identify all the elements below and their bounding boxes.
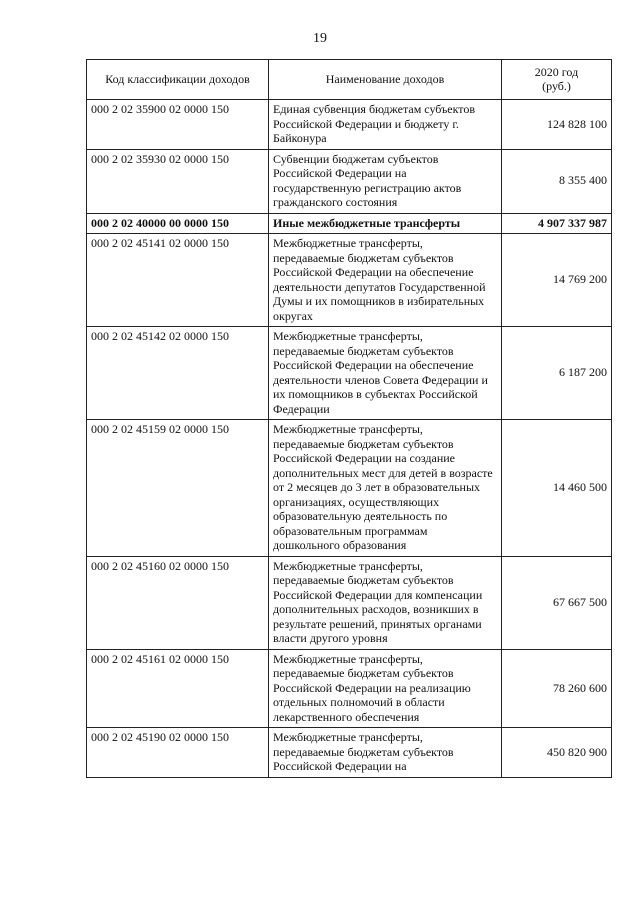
row-name: Межбюджетные трансферты, передаваемые бюджетам субъектов Российской Федерации на — [269, 728, 502, 778]
page-number: 19 — [313, 31, 327, 46]
row-amount: 6 187 200 — [502, 327, 612, 420]
revenue-table — [86, 59, 612, 778]
header-amount: 2020 год (руб.) — [502, 60, 612, 100]
row-code: 000 2 02 35900 02 0000 150 — [87, 100, 269, 150]
table-row — [87, 728, 612, 778]
row-code: 000 2 02 45160 02 0000 150 — [87, 556, 269, 649]
table-row — [87, 556, 612, 649]
row-amount: 14 769 200 — [502, 234, 612, 327]
table-body — [87, 100, 612, 778]
header-code: Код классификации доходов — [87, 60, 269, 100]
table-row — [87, 234, 612, 327]
row-name: Межбюджетные трансферты, передаваемые бюджетам субъектов Российской Федерации на обеспечение деятельности депутатов Государственной Думы и их помощников в избирательных округах — [269, 234, 502, 327]
table-row — [87, 649, 612, 728]
row-name: Межбюджетные трансферты, передаваемые бюджетам субъектов Российской Федерации на реализацию отдельных полномочий в области лекарственного обеспечения — [269, 649, 502, 728]
row-name: Иные межбюджетные трансферты — [269, 213, 502, 234]
row-amount: 78 260 600 — [502, 649, 612, 728]
table-row — [87, 327, 612, 420]
row-code: 000 2 02 35930 02 0000 150 — [87, 149, 269, 213]
row-name: Межбюджетные трансферты, передаваемые бюджетам субъектов Российской Федерации на создание дополнительных мест для детей в возрасте от 2 месяцев до 3 лет в образовательных организациях, осуществляющих образовательную деятельность по образовательным программам дошкольного образования — [269, 420, 502, 557]
row-amount: 124 828 100 — [502, 100, 612, 150]
row-amount: 14 460 500 — [502, 420, 612, 557]
row-amount: 67 667 500 — [502, 556, 612, 649]
row-code: 000 2 02 40000 00 0000 150 — [87, 213, 269, 234]
table-row — [87, 100, 612, 150]
row-code: 000 2 02 45159 02 0000 150 — [87, 420, 269, 557]
row-code: 000 2 02 45142 02 0000 150 — [87, 327, 269, 420]
row-code: 000 2 02 45141 02 0000 150 — [87, 234, 269, 327]
table-row — [87, 420, 612, 557]
row-name: Межбюджетные трансферты, передаваемые бюджетам субъектов Российской Федерации для компенсации дополнительных расходов, возникших в результате решений, принятых органами власти другого уровня — [269, 556, 502, 649]
table-row — [87, 213, 612, 234]
table-row — [87, 149, 612, 213]
header-name: Наименование доходов — [269, 60, 502, 100]
row-code: 000 2 02 45161 02 0000 150 — [87, 649, 269, 728]
row-amount: 4 907 337 987 — [502, 213, 612, 234]
row-amount: 450 820 900 — [502, 728, 612, 778]
row-name: Субвенции бюджетам субъектов Российской Федерации на государственную регистрацию актов гражданского состояния — [269, 149, 502, 213]
table-header-row — [87, 60, 612, 100]
row-amount: 8 355 400 — [502, 149, 612, 213]
row-code: 000 2 02 45190 02 0000 150 — [87, 728, 269, 778]
row-name: Единая субвенция бюджетам субъектов Российской Федерации и бюджету г. Байконура — [269, 100, 502, 150]
row-name: Межбюджетные трансферты, передаваемые бюджетам субъектов Российской Федерации на обеспечение деятельности членов Совета Федерации и их помощников в субъектах Российской Федерации — [269, 327, 502, 420]
